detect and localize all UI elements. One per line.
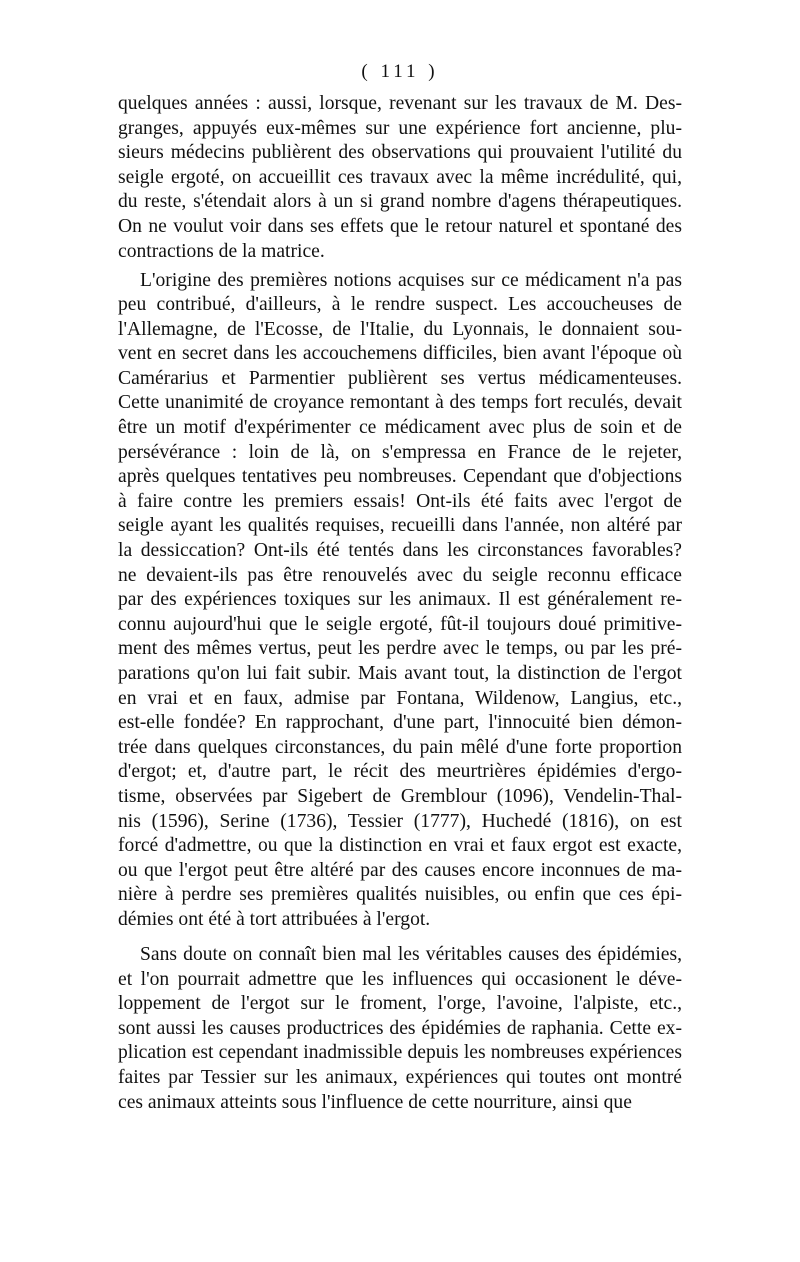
text-line: On ne voulut voir dans ses effets que le retour naturel et spontané des [118, 215, 682, 237]
text-line: ces animaux atteints sous l'influence de cette nourriture, ainsi que [118, 1091, 632, 1113]
paragraph [118, 92, 682, 264]
text-line: sieurs médecins publièrent des observations qui prouvaient l'utilité du [118, 142, 682, 164]
text-line: être un motif d'expérimenter ce médicament avec plus de soin et de [118, 417, 682, 439]
text-line: et l'on pourrait admettre que les influences qui occasionent le déve- [118, 968, 682, 990]
text-line: Cette unanimité de croyance remontant à des temps fort reculés, devait [118, 392, 682, 414]
text-line: en vrai et en faux, admise par Fontana, Wildenow, Langius, etc., [118, 687, 682, 709]
text-line: Sans doute on connaît bien mal les véritables causes des épidémies, [140, 944, 682, 965]
text-line: nis (1596), Serine (1736), Tessier (1777), Huchedé (1816), on est [118, 810, 682, 832]
text-line: tisme, observées par Sigebert de Gremblour (1096), Vendelin-Thal- [118, 785, 682, 807]
text-line: plication est cependant inadmissible depuis les nombreuses expériences [118, 1042, 682, 1064]
text-line: ment des mêmes vertus, peut les perdre avec le temps, ou par les pré- [118, 638, 682, 660]
text-line: seigle ergoté, on accueillit ces travaux avec la même incrédulité, qui, [118, 166, 682, 188]
text-line: est-elle fondée? En rapprochant, d'une part, l'innocuité bien démon- [118, 712, 682, 734]
text-line: quelques années : aussi, lorsque, revenant sur les travaux de M. Des- [118, 93, 682, 114]
text-line: par des expériences toxiques sur les animaux. Il est généralement re- [118, 589, 682, 611]
text-line: L'origine des premières notions acquises sur ce médicament n'a pas [140, 269, 682, 291]
text-line: contractions de la matrice. [118, 240, 325, 262]
text-line: loppement de l'ergot sur le froment, l'orge, l'avoine, l'alpiste, etc., [118, 993, 682, 1015]
text-line: du reste, s'étendait alors à un si grand nombre d'agens thérapeutiques. [118, 191, 682, 213]
paragraph [118, 943, 682, 1115]
text-line: l'Allemagne, de l'Ecosse, de l'Italie, du Lyonnais, le donnaient sou- [118, 318, 682, 340]
text-line: peu contribué, d'ailleurs, à le rendre suspect. Les accoucheuses de [118, 294, 682, 316]
paragraph [118, 269, 682, 933]
text-line: connu aujourd'hui que le seigle ergoté, fût-il toujours doué primitive- [118, 613, 682, 635]
text-line: persévérance : loin de là, on s'empressa en France de le rejeter, [118, 441, 682, 463]
text-line: faites par Tessier sur les animaux, expériences qui toutes ont montré [118, 1066, 682, 1088]
text-line: ne devaient-ils pas être renouvelés avec du seigle reconnu efficace [118, 564, 682, 586]
text-line: granges, appuyés eux-mêmes sur une expérience fort ancienne, plu- [118, 117, 682, 139]
text-line: sont aussi les causes productrices des épidémies de raphania. Cette ex- [118, 1017, 682, 1039]
text-line: vent en secret dans les accouchemens difficiles, bien avant l'époque où [118, 343, 682, 365]
text-line: à faire contre les premiers essais! Ont-ils été faits avec l'ergot de [118, 490, 682, 512]
text-line: nière à perdre ses premières qualités nuisibles, ou enfin que ces épi- [118, 884, 682, 906]
text-line: après quelques tentatives peu nombreuses. Cependant que d'objections [118, 466, 682, 488]
text-line: forcé d'admettre, ou que la distinction en vrai et faux ergot est exacte, [118, 835, 682, 857]
text-line: démies ont été à tort attribuées à l'ergot. [118, 908, 431, 930]
text-line: seigle ayant les qualités requises, recueilli dans l'année, non altéré par [118, 515, 682, 537]
text-line: trée dans quelques circonstances, du pain mêlé d'une forte proportion [118, 736, 682, 758]
text-line: d'ergot; et, d'autre part, le récit des meurtrières épidémies d'ergo- [118, 761, 682, 783]
text-line: la dessiccation? Ont-ils été tentés dans les circonstances favorables? [118, 540, 682, 562]
text-line: parations qu'on lui fait subir. Mais avant tout, la distinction de l'ergot [118, 663, 682, 684]
text-line: ou que l'ergot peut être altéré par des causes encore inconnues de ma- [118, 859, 682, 881]
text-line: Camérarius et Parmentier publièrent ses vertus médicamenteuses. [118, 367, 682, 389]
page-number: ( 111 ) [361, 61, 439, 82]
